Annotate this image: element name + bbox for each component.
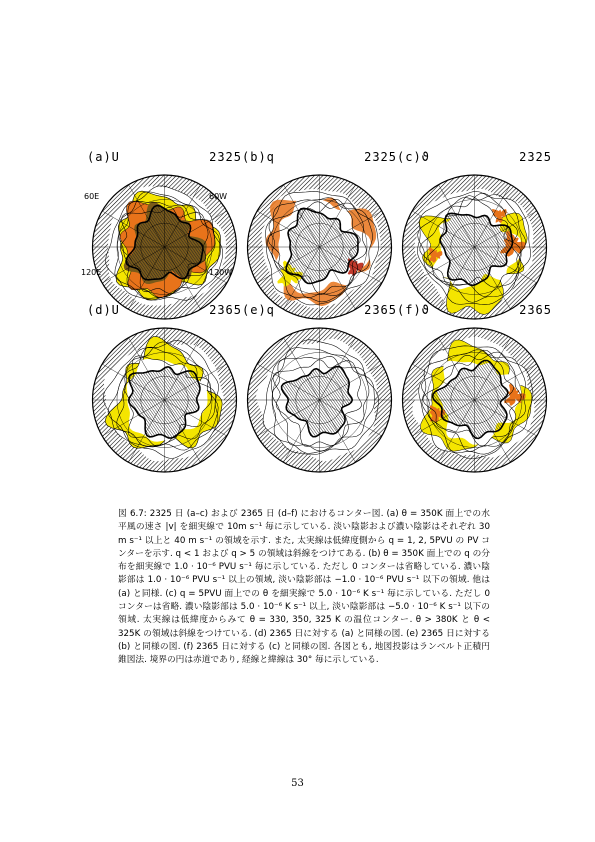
longitude-label-tl: 60E — [84, 192, 100, 201]
polar-map — [87, 320, 242, 481]
panel-c — [397, 150, 552, 325]
panel-day: 2325 — [364, 150, 397, 164]
panel-day: 2365 — [519, 303, 552, 317]
longitude-label-bl: 120E — [81, 268, 102, 277]
panel-b — [242, 150, 397, 325]
panel-f — [397, 303, 552, 478]
panel-day: 2365 — [209, 303, 242, 317]
polar-map — [242, 320, 397, 481]
panel-e — [242, 303, 397, 478]
panel-label: (f)ϑ — [397, 303, 430, 317]
panel-label: (b)q — [242, 150, 275, 164]
panel-label: (a)U — [87, 150, 120, 164]
panel-day: 2365 — [364, 303, 397, 317]
longitude-label-br: 120W — [209, 268, 233, 277]
panel-a — [81, 150, 242, 325]
figure-caption: 図 6.7: 2325 日 (a–c) および 2365 日 (d–f) におけるコンター図. (a) θ = 350K 面上での水平風の速さ |v| を細実線で 10m s⁻¹ 毎に示している. 淡い陰影および濃い陰影はそれぞれ 30 m s⁻¹ 以上と 40 m s⁻¹ の領域を示す. また, 太実線は低緯度側から q = 1, 2, 5PVU の PV コンターを示す. q < 1 および q > 5 の領域は斜線をつけてある. (b) θ = 350K 面上での q の分布を細実線で 1.0 · 10⁻⁶ PVU s⁻¹ 毎に示している. ただし 0 コンターは省略している. 濃い陰影部は 1.0 · 10⁻⁶ PVU s⁻¹ 以上の領域, 淡い陰影部は −1.0 · 10⁻⁶ PVU s⁻¹ 以下の領域. 他は (a) と同様. (c) q = 5PVU 面上での θ を細実線で 5.0 · 10⁻⁶ K s⁻¹ 毎に示している. ただし 0 コンターは省略. 濃い陰影部は 5.0 · 10⁻⁶ K s⁻¹ 以上, 淡い陰影部は −5.0 · 10⁻⁶ K s⁻¹ 以下の領域. 太実線は低緯度からみて θ = 330, 350, 325 K の温位コンター. θ > 380K と θ < 325K の領域は斜線をつけている. (d) 2365 日に対する (a) と同様の図. (e) 2365 日に対する (b) と同様の図. (f) 2365 日に対する (c) と同様の図. 各図とも, 地図投影はランベルト正積円錐図法. 境界の円は赤道であり, 経線と緯線は 30° 毎に示している. — [118, 509, 490, 666]
polar-map — [397, 320, 552, 481]
panel-d — [87, 303, 242, 478]
panel-day: 2325 — [519, 150, 552, 164]
panel-day: 2325 — [209, 150, 242, 164]
page-number: 53 — [291, 778, 304, 789]
longitude-label-tr: 60W — [209, 192, 228, 201]
panel-label: (d)U — [87, 303, 120, 317]
panel-label: (c)ϑ — [397, 150, 430, 164]
panel-label: (e)q — [242, 303, 275, 317]
